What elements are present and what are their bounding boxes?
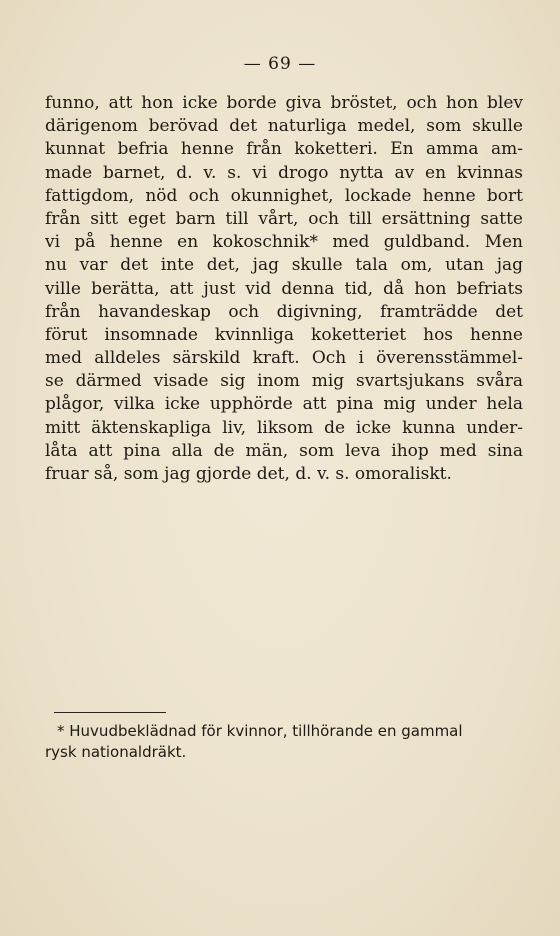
text-line: förut insomnade kvinnliga koketteriet hos henne bbox=[45, 324, 523, 345]
footnote-line: rysk nationaldräkt. bbox=[45, 743, 187, 761]
body-text bbox=[45, 92, 523, 486]
text-line: från havandeskap och digivning, framträdde det bbox=[45, 301, 523, 322]
text-line: kunnat befria henne från koketteri. En amma am- bbox=[45, 139, 523, 160]
text-line: nu var det inte det, jag skulle tala om, utan jag bbox=[45, 255, 523, 276]
text-line: ville berätta, att just vid denna tid, då hon befriats bbox=[45, 278, 523, 299]
footnote bbox=[45, 721, 523, 763]
text-line: med alldeles särskild kraft. Och i överensstämmel- bbox=[45, 348, 523, 369]
text-line: från sitt eget barn till vårt, och till ersättning satte bbox=[45, 208, 523, 229]
text-line: made barnet, d. v. s. vi drogo nytta av en kvinnas bbox=[45, 162, 523, 183]
text-line: plågor, vilka icke upphörde att pina mig under hela bbox=[45, 394, 523, 415]
text-line: därigenom berövad det naturliga medel, som skulle bbox=[45, 116, 523, 137]
text-line: se därmed visade sig inom mig svartsjukans svåra bbox=[45, 371, 523, 392]
text-line: fruar så, som jag gjorde det, d. v. s. omoraliskt. bbox=[45, 464, 452, 484]
footnote-divider bbox=[54, 712, 166, 713]
text-line: låta att pina alla de män, som leva ihop med sina bbox=[45, 440, 523, 461]
text-line: mitt äktenskapliga liv, liksom de icke kunna under- bbox=[45, 417, 523, 438]
text-line: funno, att hon icke borde giva bröstet, och hon blev bbox=[45, 93, 523, 113]
footnote-line: * Huvudbeklädnad för kvinnor, tillhörande en gammal bbox=[57, 722, 463, 740]
text-line: fattigdom, nöd och okunnighet, lockade henne bort bbox=[45, 185, 523, 206]
text-line: vi på henne en kokoschnik* med guldband. Men bbox=[45, 232, 523, 253]
page-number: — 69 — bbox=[243, 54, 317, 74]
